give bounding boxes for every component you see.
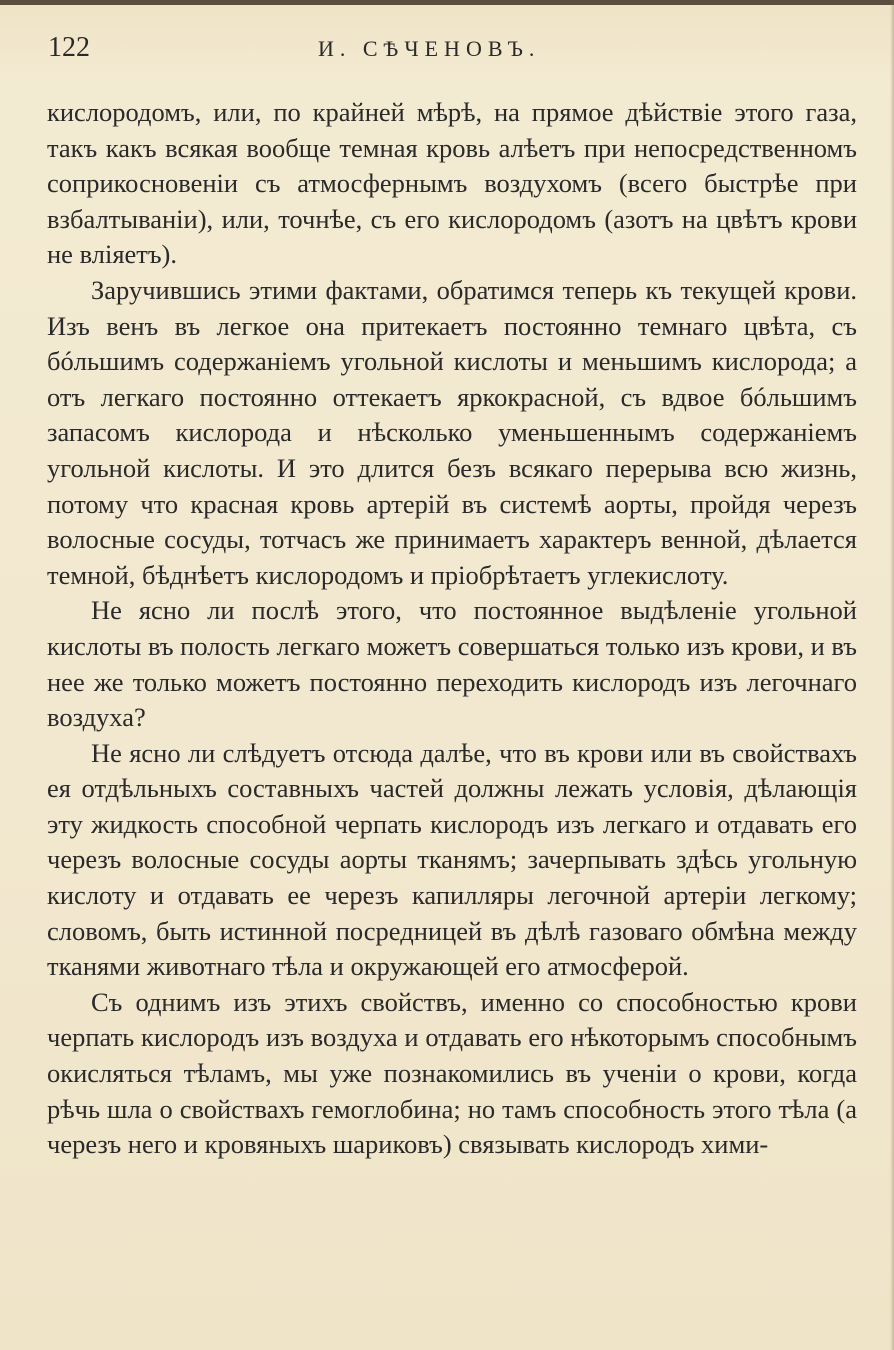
paragraph: Съ однимъ изъ этихъ свойствъ, именно со способностью крови черпать кислородъ изъ воздуха и отдавать его нѣкоторымъ способнымъ окисляться тѣламъ, мы уже познакомились въ ученіи о крови, когда рѣчь шла о свойствахъ гемоглобина; но тамъ способность этого тѣла (а черезъ него и кровяныхъ шариковъ) связывать кислородъ хими- xyxy=(47,986,857,1160)
paragraph: кислородомъ, или, по крайней мѣрѣ, на прямое дѣйствіе этого газа, такъ какъ всякая вообще темная кровь алѣетъ при непосредственномъ соприкосновеніи съ атмосфернымъ воздухомъ (всего быстрѣе при взбалтываніи), или, точнѣе, съ его кислородомъ (азотъ на цвѣтъ крови не вліяетъ). xyxy=(47,97,857,270)
scan-top-edge xyxy=(0,0,894,5)
paragraph: Не ясно ли слѣдуетъ отсюда далѣе, что въ крови или въ свойствахъ ея отдѣльныхъ составныхъ частей должны лежать условія, дѣлающія эту жидкость способной черпать кислородъ изъ легкаго и отдавать его черезъ волосные сосуды аорты тканямъ; зачерпывать здѣсь угольную кислоту и отдавать ее черезъ капилляры легочной артеріи легкому; словомъ, быть истинной посредницей въ дѣлѣ газоваго обмѣна между тканями животнаго тѣла и окружающей его атмосферой. xyxy=(47,737,857,982)
page-number: 122 xyxy=(48,32,90,63)
paragraph: Не ясно ли послѣ этого, что постоянное выдѣленіе угольной кислоты въ полость легкаго можетъ совершаться только изъ крови, и въ нее же только можетъ постоянно переходить кислородъ изъ легочнаго воздуха? xyxy=(47,595,857,733)
page-header xyxy=(48,32,858,72)
body-text xyxy=(47,95,857,1163)
paragraph: Заручившись этими фактами, обратимся теперь къ текущей крови. Изъ венъ въ легкое она притекаетъ постоянно темнаго цвѣта, съ бóльшимъ содержаніемъ угольной кислоты и меньшимъ кислорода; а отъ легкаго постоянно оттекаетъ яркокрасной, съ вдвое бóльшимъ запасомъ кислорода и нѣсколько уменьшеннымъ содержаніемъ угольной кислоты. И это длится безъ всякаго перерыва всю жизнь, потому что красная кровь артерій въ системѣ аорты, пройдя черезъ волосные сосуды, тотчасъ же принимаетъ характеръ венной, дѣлается темной, бѣднѣетъ кислородомъ и пріобрѣтаетъ углекислоту. xyxy=(47,274,857,590)
scan-right-edge xyxy=(890,0,894,1350)
running-head: И. СѢЧЕНОВЪ. xyxy=(318,36,541,61)
